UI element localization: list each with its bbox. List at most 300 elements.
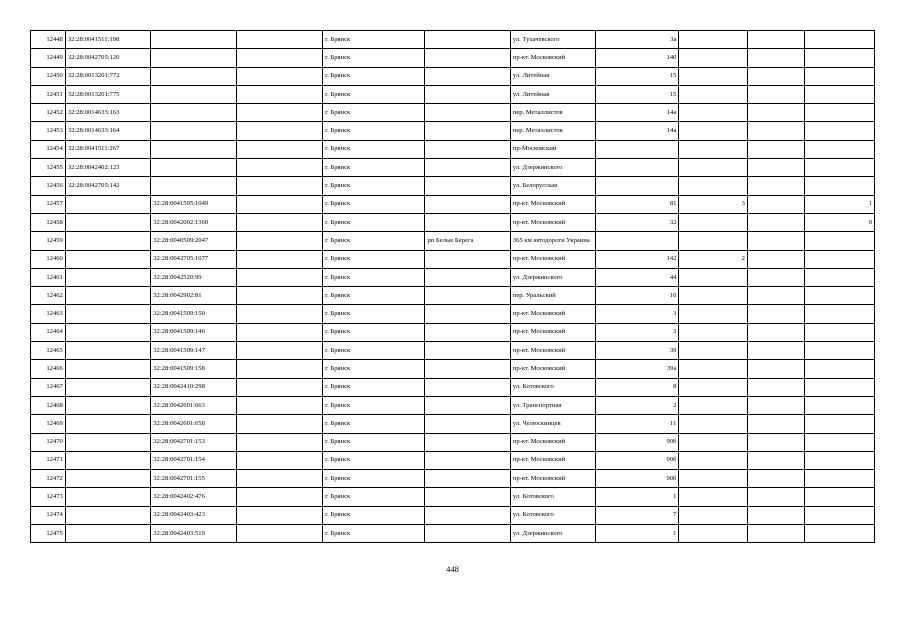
value-a-cell <box>679 159 748 177</box>
row-number-cell: 12461 <box>31 268 66 286</box>
table-row <box>31 342 875 360</box>
settlement-cell <box>425 305 510 323</box>
house-number-cell <box>596 140 679 158</box>
city-cell: г. Брянск <box>323 396 425 414</box>
cadastral-number-1-cell: 32:28:0042402:123 <box>65 159 150 177</box>
table-row <box>31 195 875 213</box>
value-b-cell <box>747 287 804 305</box>
settlement-cell <box>425 140 510 158</box>
house-number-cell: 2 <box>596 396 679 414</box>
house-number-cell: 81 <box>596 195 679 213</box>
street-cell: ул. Дзержинского <box>510 159 595 177</box>
row-number-cell: 12458 <box>31 213 66 231</box>
value-c-cell <box>805 415 875 433</box>
value-b-cell <box>747 360 804 378</box>
settlement-cell <box>425 250 510 268</box>
registry-table <box>30 30 875 543</box>
cadastral-number-2-cell <box>151 67 236 85</box>
city-cell: г. Брянск <box>323 104 425 122</box>
extra-cell-cell <box>236 195 323 213</box>
value-a-cell <box>679 268 748 286</box>
extra-cell-cell <box>236 31 323 49</box>
table-row <box>31 31 875 49</box>
street-cell: 365 км автодороги Украина <box>510 232 595 250</box>
cadastral-number-2-cell <box>151 122 236 140</box>
row-number-cell: 12462 <box>31 287 66 305</box>
value-b-cell <box>747 342 804 360</box>
extra-cell-cell <box>236 287 323 305</box>
street-cell: пер. Уральский <box>510 287 595 305</box>
street-cell: ул. Литейная <box>510 85 595 103</box>
cadastral-number-2-cell: 32:28:0042410:298 <box>151 378 236 396</box>
house-number-cell: 15 <box>596 67 679 85</box>
value-c-cell <box>805 433 875 451</box>
house-number-cell <box>596 159 679 177</box>
table-row <box>31 360 875 378</box>
extra-cell-cell <box>236 396 323 414</box>
cadastral-number-1-cell: 32:28:0041511:198 <box>65 31 150 49</box>
cadastral-number-1-cell: 32:28:0014633:163 <box>65 104 150 122</box>
table-row <box>31 49 875 67</box>
value-a-cell <box>679 415 748 433</box>
cadastral-number-2-cell: 32:28:0041505:1049 <box>151 195 236 213</box>
cadastral-number-1-cell: 32:28:0041511:267 <box>65 140 150 158</box>
house-number-cell: 8 <box>596 378 679 396</box>
street-cell: ул. Челюскинцев <box>510 415 595 433</box>
cadastral-number-1-cell <box>65 488 150 506</box>
extra-cell-cell <box>236 232 323 250</box>
cadastral-number-2-cell <box>151 31 236 49</box>
value-b-cell <box>747 213 804 231</box>
extra-cell-cell <box>236 506 323 524</box>
value-b-cell <box>747 140 804 158</box>
row-number-cell: 12470 <box>31 433 66 451</box>
value-b-cell <box>747 488 804 506</box>
value-b-cell <box>747 470 804 488</box>
value-c-cell <box>805 31 875 49</box>
settlement-cell <box>425 177 510 195</box>
extra-cell-cell <box>236 213 323 231</box>
extra-cell-cell <box>236 159 323 177</box>
house-number-cell <box>596 177 679 195</box>
table-row <box>31 287 875 305</box>
cadastral-number-1-cell: 32:28:0042705:142 <box>65 177 150 195</box>
settlement-cell <box>425 195 510 213</box>
city-cell: г. Брянск <box>323 470 425 488</box>
table-row <box>31 85 875 103</box>
extra-cell-cell <box>236 305 323 323</box>
extra-cell-cell <box>236 140 323 158</box>
house-number-cell: 32 <box>596 213 679 231</box>
city-cell: г. Брянск <box>323 342 425 360</box>
value-a-cell: 2 <box>679 250 748 268</box>
extra-cell-cell <box>236 342 323 360</box>
value-a-cell <box>679 287 748 305</box>
value-c-cell <box>805 177 875 195</box>
table-row <box>31 67 875 85</box>
table-row <box>31 159 875 177</box>
value-a-cell <box>679 49 748 67</box>
settlement-cell <box>425 506 510 524</box>
row-number-cell: 12451 <box>31 85 66 103</box>
value-b-cell <box>747 323 804 341</box>
cadastral-number-1-cell <box>65 213 150 231</box>
extra-cell-cell <box>236 378 323 396</box>
value-c-cell <box>805 342 875 360</box>
cadastral-number-2-cell <box>151 104 236 122</box>
street-cell: пр-кт. Московский <box>510 470 595 488</box>
row-number-cell: 12467 <box>31 378 66 396</box>
extra-cell-cell <box>236 67 323 85</box>
street-cell: ул. Тухачевского <box>510 31 595 49</box>
value-a-cell <box>679 67 748 85</box>
house-number-cell: 44 <box>596 268 679 286</box>
street-cell: пр-кт. Московский <box>510 342 595 360</box>
value-b-cell <box>747 31 804 49</box>
cadastral-number-1-cell <box>65 396 150 414</box>
value-a-cell <box>679 140 748 158</box>
value-c-cell <box>805 104 875 122</box>
value-a-cell <box>679 104 748 122</box>
table-row <box>31 250 875 268</box>
cadastral-number-1-cell <box>65 451 150 469</box>
value-c-cell <box>805 525 875 543</box>
value-c-cell <box>805 49 875 67</box>
settlement-cell <box>425 49 510 67</box>
street-cell: пр-Московский <box>510 140 595 158</box>
value-a-cell <box>679 433 748 451</box>
row-number-cell: 12469 <box>31 415 66 433</box>
row-number-cell: 12460 <box>31 250 66 268</box>
house-number-cell: 90б <box>596 451 679 469</box>
row-number-cell: 12465 <box>31 342 66 360</box>
settlement-cell <box>425 470 510 488</box>
extra-cell-cell <box>236 85 323 103</box>
cadastral-number-1-cell <box>65 415 150 433</box>
cadastral-number-2-cell: 32:28:0042701:153 <box>151 433 236 451</box>
row-number-cell: 12456 <box>31 177 66 195</box>
cadastral-number-1-cell <box>65 470 150 488</box>
table-row <box>31 122 875 140</box>
table-row <box>31 104 875 122</box>
house-number-cell: 14а <box>596 122 679 140</box>
value-a-cell <box>679 451 748 469</box>
city-cell: г. Брянск <box>323 140 425 158</box>
cadastral-number-2-cell <box>151 177 236 195</box>
value-c-cell <box>805 85 875 103</box>
cadastral-number-1-cell <box>65 378 150 396</box>
house-number-cell: 39 <box>596 342 679 360</box>
value-c-cell <box>805 323 875 341</box>
row-number-cell: 12464 <box>31 323 66 341</box>
table-row <box>31 451 875 469</box>
extra-cell-cell <box>236 49 323 67</box>
city-cell: г. Брянск <box>323 122 425 140</box>
city-cell: г. Брянск <box>323 415 425 433</box>
value-a-cell <box>679 525 748 543</box>
extra-cell-cell <box>236 525 323 543</box>
city-cell: г. Брянск <box>323 506 425 524</box>
settlement-cell <box>425 268 510 286</box>
city-cell: г. Брянск <box>323 433 425 451</box>
extra-cell-cell <box>236 250 323 268</box>
value-a-cell <box>679 213 748 231</box>
value-c-cell <box>805 159 875 177</box>
cadastral-number-1-cell <box>65 268 150 286</box>
cadastral-number-1-cell: 32:28:0013201:775 <box>65 85 150 103</box>
house-number-cell: 140 <box>596 49 679 67</box>
table-row <box>31 140 875 158</box>
city-cell: г. Брянск <box>323 451 425 469</box>
cadastral-number-1-cell <box>65 506 150 524</box>
table-row <box>31 506 875 524</box>
extra-cell-cell <box>236 451 323 469</box>
cadastral-number-2-cell: 32:28:0042601:658 <box>151 415 236 433</box>
value-c-cell <box>805 232 875 250</box>
cadastral-number-1-cell <box>65 287 150 305</box>
settlement-cell: рп Белые Берега <box>425 232 510 250</box>
row-number-cell: 12453 <box>31 122 66 140</box>
city-cell: г. Брянск <box>323 67 425 85</box>
value-c-cell <box>805 470 875 488</box>
house-number-cell: 15 <box>596 85 679 103</box>
house-number-cell: 90б <box>596 433 679 451</box>
settlement-cell <box>425 31 510 49</box>
value-a-cell <box>679 342 748 360</box>
city-cell: г. Брянск <box>323 360 425 378</box>
street-cell: ул. Котовского <box>510 488 595 506</box>
value-b-cell <box>747 49 804 67</box>
value-a-cell <box>679 378 748 396</box>
value-b-cell <box>747 268 804 286</box>
value-b-cell <box>747 415 804 433</box>
street-cell: ул. Транспортная <box>510 396 595 414</box>
table-row <box>31 488 875 506</box>
cadastral-number-2-cell <box>151 85 236 103</box>
street-cell: пр-кт. Московский <box>510 49 595 67</box>
settlement-cell <box>425 122 510 140</box>
settlement-cell <box>425 287 510 305</box>
extra-cell-cell <box>236 415 323 433</box>
cadastral-number-2-cell: 32:28:0042520:99 <box>151 268 236 286</box>
table-row <box>31 213 875 231</box>
value-b-cell <box>747 451 804 469</box>
cadastral-number-1-cell: 32:28:0014633:164 <box>65 122 150 140</box>
settlement-cell <box>425 451 510 469</box>
table-row <box>31 323 875 341</box>
row-number-cell: 12463 <box>31 305 66 323</box>
value-c-cell <box>805 378 875 396</box>
extra-cell-cell <box>236 433 323 451</box>
cadastral-number-2-cell: 32:28:0042402:476 <box>151 488 236 506</box>
value-b-cell <box>747 305 804 323</box>
value-c-cell <box>805 396 875 414</box>
value-b-cell <box>747 525 804 543</box>
house-number-cell: 3а <box>596 31 679 49</box>
cadastral-number-2-cell: 32:28:0042705:1077 <box>151 250 236 268</box>
settlement-cell <box>425 488 510 506</box>
cadastral-number-1-cell <box>65 250 150 268</box>
house-number-cell: 3 <box>596 323 679 341</box>
city-cell: г. Брянск <box>323 378 425 396</box>
table-row <box>31 177 875 195</box>
extra-cell-cell <box>236 323 323 341</box>
value-c-cell <box>805 140 875 158</box>
house-number-cell: 39а <box>596 360 679 378</box>
value-a-cell <box>679 506 748 524</box>
table-row <box>31 415 875 433</box>
row-number-cell: 12457 <box>31 195 66 213</box>
value-b-cell <box>747 232 804 250</box>
settlement-cell <box>425 67 510 85</box>
extra-cell-cell <box>236 470 323 488</box>
street-cell: пр-кт. Московский <box>510 195 595 213</box>
table-row <box>31 433 875 451</box>
house-number-cell: 142 <box>596 250 679 268</box>
settlement-cell <box>425 378 510 396</box>
street-cell: пр-кт. Московский <box>510 213 595 231</box>
cadastral-number-1-cell: 32:28:0042705:120 <box>65 49 150 67</box>
city-cell: г. Брянск <box>323 250 425 268</box>
cadastral-number-2-cell: 32:28:0042701:154 <box>151 451 236 469</box>
city-cell: г. Брянск <box>323 177 425 195</box>
value-a-cell <box>679 305 748 323</box>
value-c-cell <box>805 488 875 506</box>
house-number-cell: 3 <box>596 305 679 323</box>
table-row <box>31 378 875 396</box>
page-number: 448 <box>446 564 459 574</box>
cadastral-number-2-cell: 32:28:0041509:147 <box>151 342 236 360</box>
value-a-cell <box>679 488 748 506</box>
cadastral-number-2-cell: 32:28:0042403:519 <box>151 525 236 543</box>
extra-cell-cell <box>236 488 323 506</box>
row-number-cell: 12452 <box>31 104 66 122</box>
cadastral-number-1-cell <box>65 525 150 543</box>
row-number-cell: 12448 <box>31 31 66 49</box>
street-cell: пр-кт. Московский <box>510 250 595 268</box>
house-number-cell: 1 <box>596 488 679 506</box>
value-a-cell <box>679 396 748 414</box>
cadastral-number-2-cell: 32:28:0042601:663 <box>151 396 236 414</box>
value-b-cell <box>747 396 804 414</box>
street-cell: ул. Белорусская <box>510 177 595 195</box>
row-number-cell: 12474 <box>31 506 66 524</box>
settlement-cell <box>425 213 510 231</box>
extra-cell-cell <box>236 122 323 140</box>
value-c-cell <box>805 506 875 524</box>
cadastral-number-2-cell: 32:28:0042701:155 <box>151 470 236 488</box>
settlement-cell <box>425 525 510 543</box>
cadastral-number-2-cell: 32:28:0041509:158 <box>151 360 236 378</box>
settlement-cell <box>425 360 510 378</box>
city-cell: г. Брянск <box>323 49 425 67</box>
city-cell: г. Брянск <box>323 323 425 341</box>
street-cell: ул. Котовского <box>510 506 595 524</box>
settlement-cell <box>425 396 510 414</box>
value-a-cell: 3 <box>679 195 748 213</box>
value-a-cell <box>679 360 748 378</box>
value-b-cell <box>747 122 804 140</box>
table-row <box>31 525 875 543</box>
cadastral-number-1-cell <box>65 195 150 213</box>
city-cell: г. Брянск <box>323 213 425 231</box>
row-number-cell: 12449 <box>31 49 66 67</box>
value-b-cell <box>747 177 804 195</box>
city-cell: г. Брянск <box>323 488 425 506</box>
value-a-cell <box>679 85 748 103</box>
row-number-cell: 12459 <box>31 232 66 250</box>
city-cell: г. Брянск <box>323 305 425 323</box>
table-body <box>31 31 875 543</box>
value-c-cell <box>805 268 875 286</box>
row-number-cell: 12466 <box>31 360 66 378</box>
cadastral-number-2-cell: 32:28:0040509:2047 <box>151 232 236 250</box>
settlement-cell <box>425 323 510 341</box>
value-b-cell <box>747 378 804 396</box>
city-cell: г. Брянск <box>323 31 425 49</box>
house-number-cell: 14а <box>596 104 679 122</box>
value-c-cell <box>805 451 875 469</box>
street-cell: пер. Металлистов <box>510 122 595 140</box>
cadastral-number-2-cell: 32:28:0042403:423 <box>151 506 236 524</box>
city-cell: г. Брянск <box>323 159 425 177</box>
row-number-cell: 12468 <box>31 396 66 414</box>
value-a-cell <box>679 177 748 195</box>
street-cell: ул. Дзержинского <box>510 268 595 286</box>
row-number-cell: 12454 <box>31 140 66 158</box>
cadastral-number-2-cell: 32:28:0042002:1360 <box>151 213 236 231</box>
house-number-cell: 10 <box>596 287 679 305</box>
extra-cell-cell <box>236 268 323 286</box>
value-b-cell <box>747 85 804 103</box>
street-cell: пр-кт. Московский <box>510 305 595 323</box>
house-number-cell: 7 <box>596 506 679 524</box>
cadastral-number-1-cell <box>65 323 150 341</box>
street-cell: пер. Металлистов <box>510 104 595 122</box>
house-number-cell: 11 <box>596 415 679 433</box>
cadastral-number-1-cell <box>65 232 150 250</box>
table-row <box>31 396 875 414</box>
street-cell: пр-кт. Московский <box>510 360 595 378</box>
street-cell: ул. Литейная <box>510 67 595 85</box>
row-number-cell: 12471 <box>31 451 66 469</box>
value-b-cell <box>747 250 804 268</box>
value-a-cell <box>679 232 748 250</box>
value-b-cell <box>747 67 804 85</box>
city-cell: г. Брянск <box>323 287 425 305</box>
value-c-cell <box>805 67 875 85</box>
row-number-cell: 12450 <box>31 67 66 85</box>
city-cell: г. Брянск <box>323 232 425 250</box>
value-c-cell: 1 <box>805 195 875 213</box>
cadastral-number-1-cell <box>65 305 150 323</box>
row-number-cell: 12475 <box>31 525 66 543</box>
settlement-cell <box>425 415 510 433</box>
city-cell: г. Брянск <box>323 268 425 286</box>
settlement-cell <box>425 342 510 360</box>
city-cell: г. Брянск <box>323 85 425 103</box>
value-a-cell <box>679 122 748 140</box>
cadastral-number-2-cell: 32:28:0041509:146 <box>151 323 236 341</box>
table-row <box>31 232 875 250</box>
row-number-cell: 12472 <box>31 470 66 488</box>
street-cell: пр-кт. Московский <box>510 323 595 341</box>
house-number-cell: 1 <box>596 525 679 543</box>
house-number-cell <box>596 232 679 250</box>
value-c-cell: 0 <box>805 213 875 231</box>
cadastral-number-2-cell <box>151 159 236 177</box>
table-row <box>31 305 875 323</box>
